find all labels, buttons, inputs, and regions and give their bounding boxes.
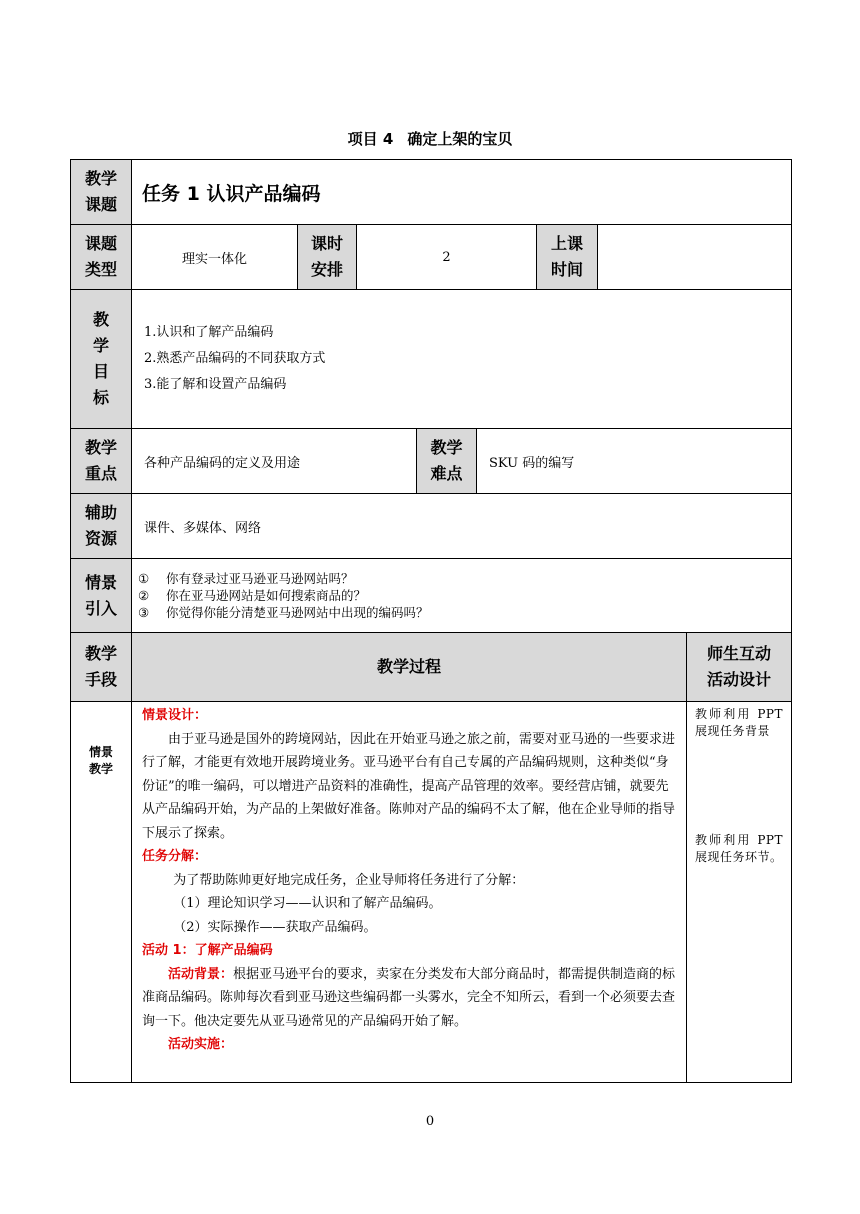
process-content: [131, 701, 687, 1083]
type-value: 理实一体化: [131, 224, 298, 290]
activity-background: 活动背景：根据亚马逊平台的要求，卖家在分类发布大部分商品时，都需提供制造商的标准商品编码。陈帅每次看到亚马逊这些编码都一头雾水，完全不知所云，看到一个必须要去查询一下。他决定要先从亚马逊常见的产品编码开始了解。: [142, 966, 676, 1029]
goals-label: 教 学 目 标: [70, 289, 132, 429]
class-time-value: [597, 224, 792, 290]
task-intro: 为了帮助陈帅更好地完成任务，企业导师将任务进行了分解：: [173, 872, 525, 888]
process-header: 教学过程: [131, 632, 687, 702]
list-item: ① 你有登录过亚马逊亚马逊网站吗？: [138, 571, 354, 586]
task-item: （2）实际操作——获取产品编码。: [173, 919, 377, 935]
page-number: 0: [425, 1114, 435, 1129]
scene-text: 由于亚马逊是国外的跨境网站，因此在开始亚马逊之旅之前，需要对亚马逊的一些要求进行了解，才能更有效地开展跨境业务。亚马逊平台有自己专属的产品编码规则，这种类似“身份证”的唯一编码，可以增进产品资料的准确性，提高产品管理的效率。要经营店铺，就要先从产品编码开始，为产品的上架做好准备。陈帅对产品的编码不太了解，他在企业导师的指导下展示了探索。: [142, 731, 676, 841]
hours-value: 2: [356, 224, 537, 290]
list-item: 2.熟悉产品编码的不同获取方式: [144, 351, 326, 366]
topic-value: 任务 1 认识产品编码: [131, 159, 792, 225]
topic-label: 教学 课题: [70, 159, 132, 225]
list-item: ② 你在亚马逊网站是如何搜索商品的？: [138, 588, 367, 603]
list-item: 1.认识和了解产品编码: [144, 325, 274, 340]
list-item: ③ 你觉得你能分清楚亚马逊网站中出现的编码吗？: [138, 605, 429, 620]
class-time-label: 上课 时间: [536, 224, 598, 290]
page-title: [0, 128, 860, 149]
focus-label: 教学 重点: [70, 428, 132, 494]
interaction-note: 教师利用 PPT 展现任务背景: [695, 707, 783, 738]
difficulty-label: 教学 难点: [416, 428, 477, 494]
focus-value: 各种产品编码的定义及用途: [131, 428, 417, 494]
difficulty-value: SKU 码的编写: [476, 428, 792, 494]
scenario-list: [131, 558, 792, 633]
resources-value: 课件、多媒体、网络: [131, 493, 792, 559]
interaction-header: 师生互动 活动设计: [686, 632, 792, 702]
method-header: 教学 手段: [70, 632, 132, 702]
hours-label: 课时 安排: [297, 224, 357, 290]
task-heading: 任务分解：: [142, 849, 208, 864]
activity-heading: 活动 1：了解产品编码: [142, 943, 273, 958]
activity-implementation: 活动实施：: [168, 1037, 234, 1052]
scenario-label: 情景 引入: [70, 558, 132, 633]
task-item: （1）理论知识学习——认识和了解产品编码。: [173, 896, 442, 911]
interaction-notes: [686, 701, 792, 1083]
goals-list: [131, 289, 792, 429]
resources-label: 辅助 资源: [70, 493, 132, 559]
project-number: 项目 4: [347, 130, 394, 148]
scene-heading: 情景设计：: [142, 708, 208, 723]
project-title: 确定上架的宝贝: [407, 130, 513, 148]
type-label: 课题 类型: [70, 224, 132, 290]
list-item: 3.能了解和设置产品编码: [144, 377, 287, 392]
stage-label: 情景 教学: [70, 701, 132, 1083]
interaction-note: 教师利用 PPT 展现任务环节。: [695, 833, 783, 864]
